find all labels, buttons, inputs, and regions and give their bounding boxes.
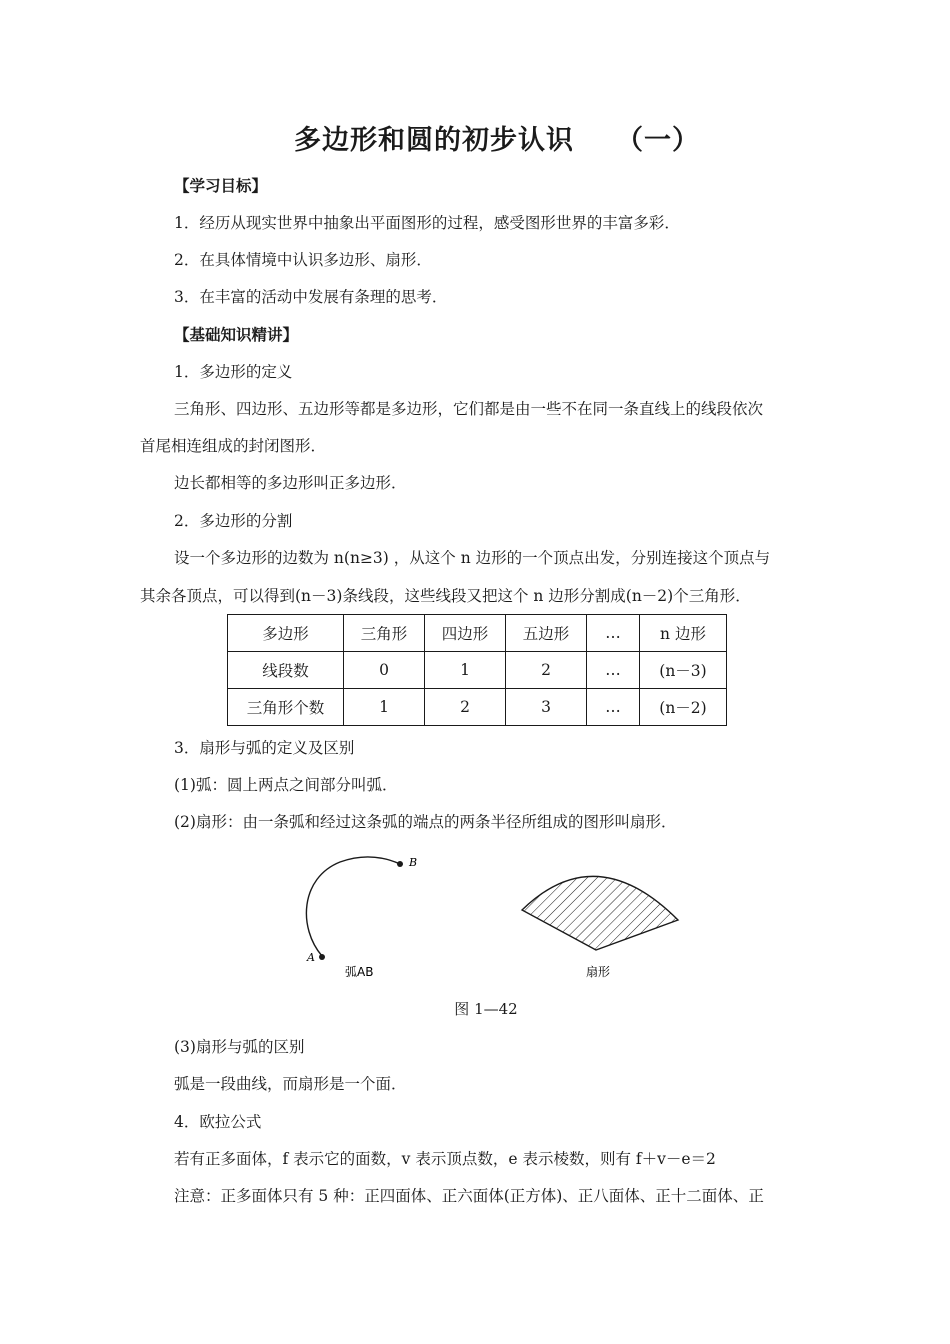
table-cell: 三角形个数 — [228, 689, 344, 726]
table-cell: … — [587, 652, 640, 689]
table-cell: 多边形 — [228, 615, 344, 652]
objective-item-3: 3．在丰富的活动中发展有条理的思考． — [174, 288, 448, 306]
section-2-title: 2．多边形的分割 — [174, 512, 293, 530]
section-3-title: 3．扇形与弧的定义及区别 — [174, 739, 355, 757]
section-3-para-4: 弧是一段曲线，而扇形是一个面． — [174, 1075, 407, 1093]
section-2-para-1b: 其余各顶点，可以得到(n－3)条线段，这些线段又把这个 n 边形分割成(n－2)个三角形． — [140, 587, 751, 605]
section-3-para-2: (2)扇形：由一条弧和经过这条弧的端点的两条半径所组成的图形叫扇形． — [174, 813, 677, 831]
title-paren: （一） — [616, 125, 700, 156]
sector-shape — [522, 876, 678, 950]
sector-label: 扇形 — [586, 965, 611, 979]
objectives-heading: 【学习目标】 — [174, 177, 268, 195]
point-b-dot — [397, 861, 403, 867]
section-3-para-3: (3)扇形与弧的区别 — [174, 1038, 305, 1056]
table-cell: 1 — [344, 689, 425, 726]
table-cell: 线段数 — [228, 652, 344, 689]
objective-item-1: 1．经历从现实世界中抽象出平面图形的过程，感受图形世界的丰富多彩． — [174, 214, 680, 232]
section-1-para-1a: 三角形、四边形、五边形等都是多边形，它们都是由一些不在同一条直线上的线段依次 — [174, 400, 764, 418]
section-1-title: 1．多边形的定义 — [174, 363, 293, 381]
section-4-title: 4．欧拉公式 — [174, 1113, 262, 1131]
objective-item-2: 2．在具体情境中认识多边形、扇形． — [174, 251, 432, 269]
knowledge-heading: 【基础知识精讲】 — [174, 326, 299, 344]
table-cell: … — [587, 615, 640, 652]
table-cell: … — [587, 689, 640, 726]
polygon-division-table — [227, 614, 727, 726]
point-b-label: B — [409, 856, 418, 869]
point-a-dot — [319, 954, 325, 960]
arc-curve — [306, 857, 400, 956]
table-cell: (n－2) — [640, 689, 727, 726]
table-cell: 3 — [506, 689, 587, 726]
section-3-para-1: (1)弧：圆上两点之间部分叫弧． — [174, 776, 398, 794]
section-1-para-2: 边长都相等的多边形叫正多边形． — [174, 474, 407, 492]
table-row — [228, 652, 727, 689]
table-cell: 五边形 — [506, 615, 587, 652]
table-header-row — [228, 615, 727, 652]
table-cell: 四边形 — [425, 615, 506, 652]
table-cell: (n－3) — [640, 652, 727, 689]
table-row — [228, 689, 727, 726]
section-4-para-1: 若有正多面体，f 表示它的面数，v 表示顶点数，e 表示棱数，则有 f＋v－e＝2 — [174, 1150, 716, 1168]
title-main: 多边形和圆的初步认识 — [294, 125, 574, 156]
table-cell: 0 — [344, 652, 425, 689]
table-cell: 2 — [425, 689, 506, 726]
table-cell: 1 — [425, 652, 506, 689]
arc-sector-figure — [290, 848, 710, 988]
table-cell: n 边形 — [640, 615, 727, 652]
page-title — [0, 118, 950, 157]
figure-caption: 图 1—42 — [454, 1000, 518, 1018]
arc-label: 弧AB — [345, 965, 374, 979]
table-cell: 2 — [506, 652, 587, 689]
section-2-para-1a: 设一个多边形的边数为 n(n≥3) ，从这个 n 边形的一个顶点出发，分别连接这个顶点与 — [174, 549, 771, 567]
section-4-para-2: 注意：正多面体只有 5 种：正四面体、正六面体(正方体)、正八面体、正十二面体、正 — [174, 1187, 764, 1205]
table-cell: 三角形 — [344, 615, 425, 652]
section-1-para-1b: 首尾相连组成的封闭图形． — [140, 437, 327, 455]
point-a-label: A — [307, 951, 315, 964]
